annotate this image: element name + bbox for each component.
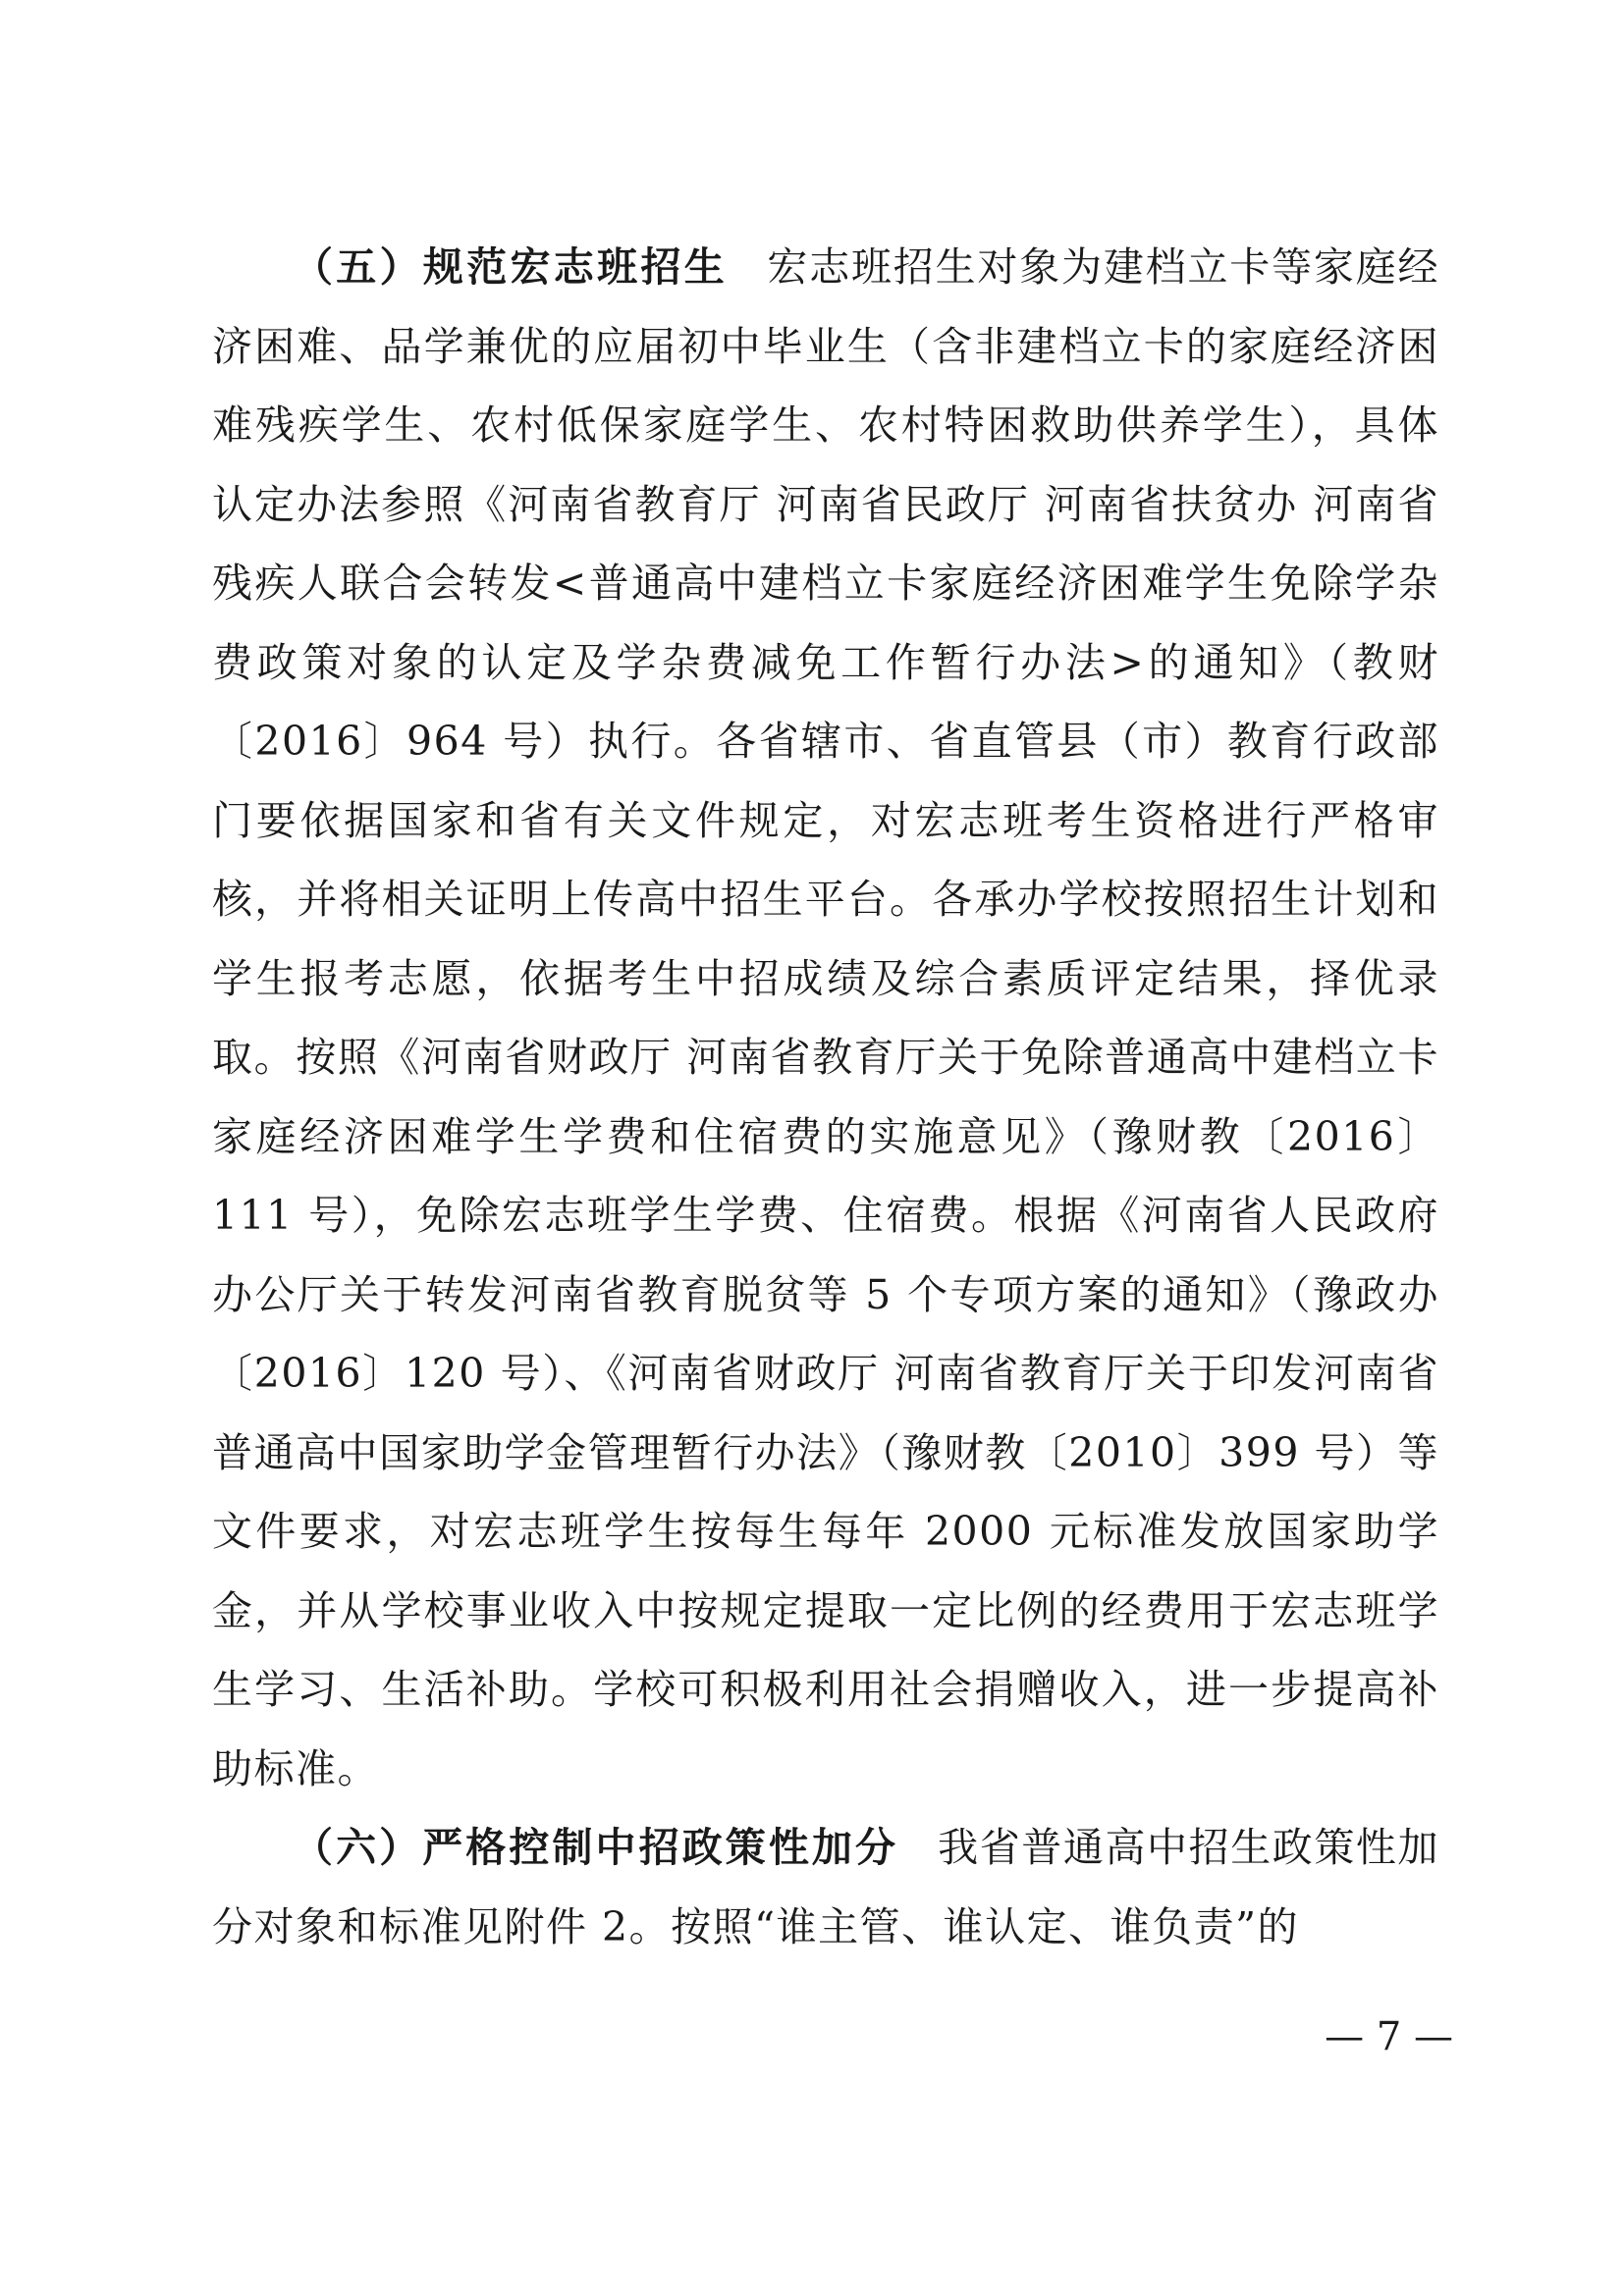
page-number: — 7 — (1325, 2014, 1453, 2059)
paragraph-policy-bonus (212, 1808, 1439, 1966)
paragraph-hongzhi-class (212, 228, 1439, 1808)
section-heading: （六）严格控制中招政策性加分 (293, 1824, 899, 1871)
section-heading: （五）规范宏志班招生 (293, 243, 729, 291)
document-body (212, 228, 1439, 1966)
paragraph-body: 宏志班招生对象为建档立卡等家庭经济困难、品学兼优的应届初中毕业生（含非建档立卡的家庭经济困难残疾学生、农村低保家庭学生、农村特困救助供养学生），具体认定办法参照《河南省教育厅 河南省民政厅 河南省扶贫办 河南省残疾人联合会转发<普通高中建档立卡家庭经济困难学生免除学杂费政策对象的认定及学杂费减免工作暂行办法>的通知》（教财〔2016〕964 号）执行。各省辖市、省直管县（市）教育行政部门要依据国家和省有关文件规定，对宏志班考生资格进行严格审核，并将相关证明上传高中招生平台。各承办学校按照招生计划和学生报考志愿，依据考生中招成绩及综合素质评定结果，择优录取。按照《河南省财政厅 河南省教育厅关于免除普通高中建档立卡家庭经济困难学生学费和住宿费的实施意见》（豫财教〔2016〕111 号），免除宏志班学生学费、住宿费。根据《河南省人民政府办公厅关于转发河南省教育脱贫等 5 个专项方案的通知》（豫政办〔2016〕120 号）、《河南省财政厅 河南省教育厅关于印发河南省普通高中国家助学金管理暂行办法》（豫财教〔2010〕399 号）等文件要求，对宏志班学生按每生每年 2000 元标准发放国家助学金，并从学校事业收入中按规定提取一定比例的经费用于宏志班学生学习、生活补助。学校可积极利用社会捐赠收入，进一步提高补助标准。 (212, 243, 1439, 1792)
paragraph-body: 我省普通高中招生政策性加分对象和标准见附件 2。按照“谁主管、谁认定、谁负责”的 (212, 1824, 1439, 1950)
